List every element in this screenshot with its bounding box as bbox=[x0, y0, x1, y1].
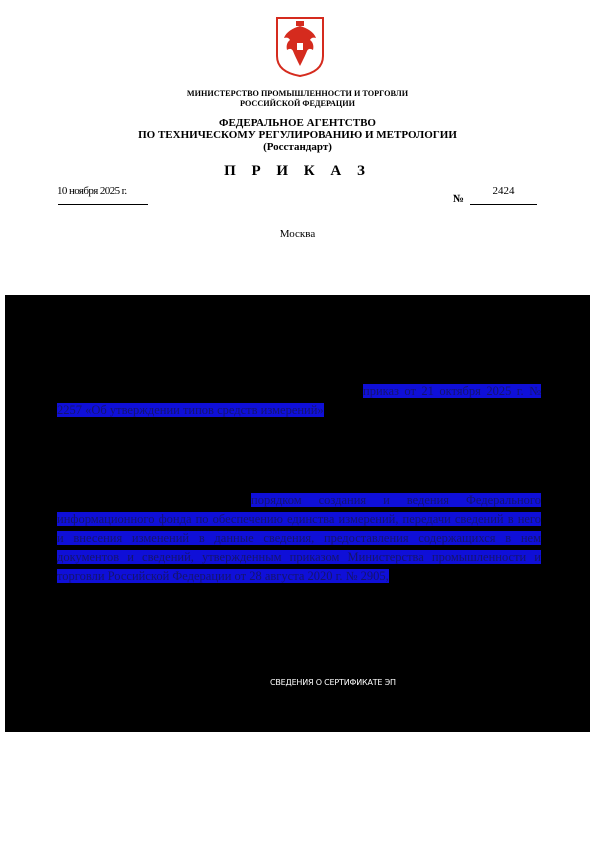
date-underline bbox=[58, 204, 148, 205]
highlighted-paragraph-2 bbox=[57, 491, 541, 586]
signature-certificate-label: СВЕДЕНИЯ О СЕРТИФИКАТЕ ЭП bbox=[270, 678, 396, 687]
agency-line1: ФЕДЕРАЛЬНОЕ АГЕНТСТВО bbox=[219, 117, 376, 129]
order-city: Москва bbox=[279, 228, 316, 240]
highlighted-paragraph-1 bbox=[57, 382, 541, 420]
order-date: 10 ноября 2025 г. bbox=[57, 185, 127, 197]
number-underline bbox=[470, 204, 537, 205]
agency-name bbox=[0, 117, 595, 153]
agency-line2: ПО ТЕХНИЧЕСКОМУ РЕГУЛИРОВАНИЮ И МЕТРОЛОГИИ bbox=[138, 129, 457, 141]
agency-line3: (Росстандарт) bbox=[263, 141, 332, 153]
paragraph-2-text: порядком создания и ведения Федерального информационного фонда по обеспечению единства измерений, передачи сведений в него и внесения изменений в данные сведения, предоставления содержащихся в нем документов и сведений, утвержденным приказом Министерства промышленности и торговли Российской Федерации от 28 августа 2020 г. № 2905, bbox=[57, 493, 541, 583]
order-number: 2424 bbox=[492, 185, 515, 197]
coat-of-arms-icon bbox=[275, 16, 325, 78]
ministry-name bbox=[0, 89, 595, 109]
ministry-line1: МИНИСТЕРСТВО ПРОМЫШЛЕННОСТИ И ТОРГОВЛИ bbox=[186, 89, 409, 98]
number-sign: № bbox=[453, 193, 465, 205]
document-title: П Р И К А З bbox=[224, 163, 371, 179]
paragraph-1-text: приказ от 21 октября 2025 г. № 2257 «Об утверждении типов средств измерений» bbox=[57, 384, 541, 417]
ministry-line2: РОССИЙСКОЙ ФЕДЕРАЦИИ bbox=[240, 99, 355, 108]
